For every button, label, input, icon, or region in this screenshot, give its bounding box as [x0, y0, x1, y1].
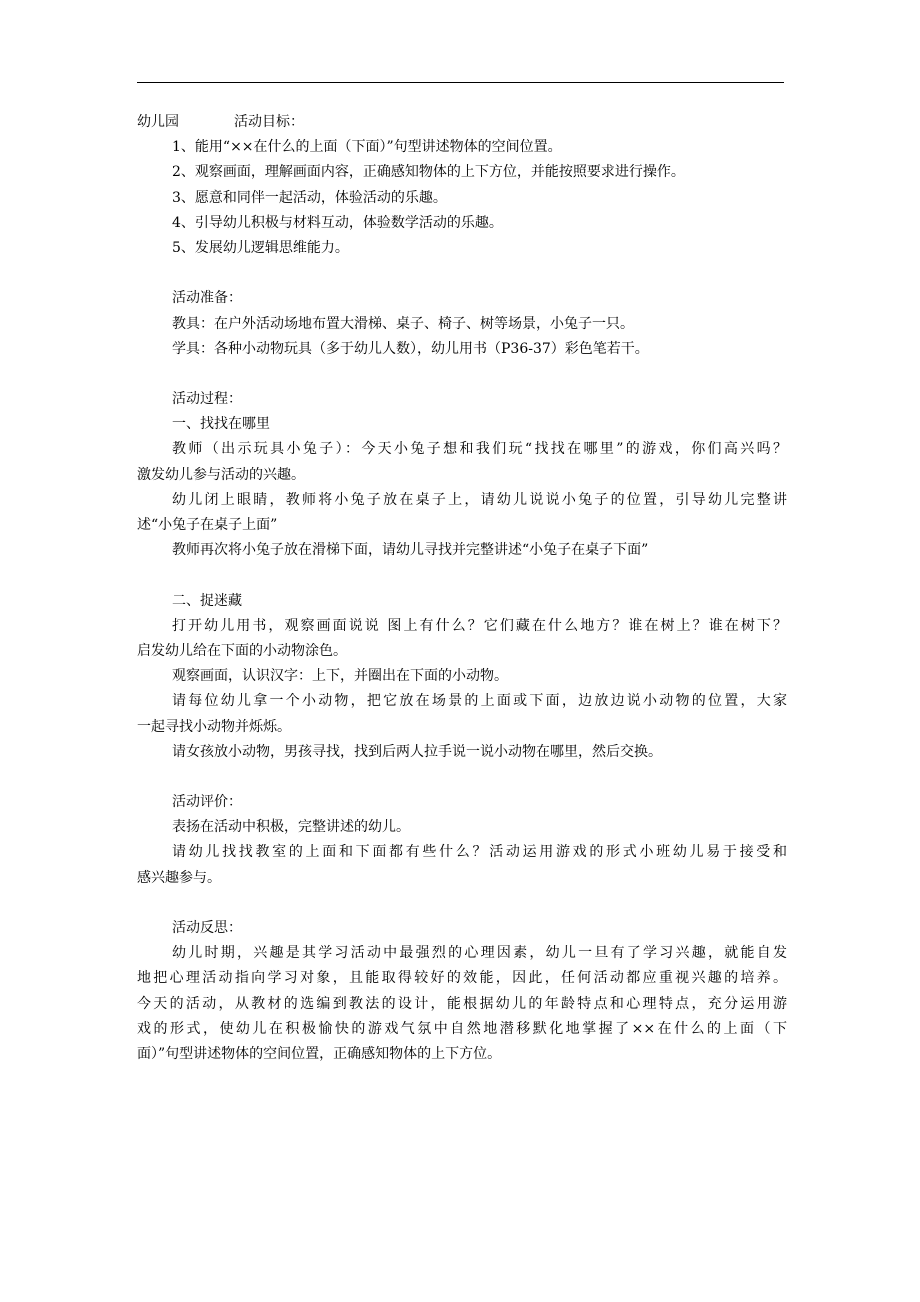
goals-title: 活动目标：: [234, 114, 304, 130]
section-heading: 一、找找在哪里: [172, 416, 270, 433]
paragraph-line: 观察画面，认识汉字：上下，并圈出在下面的小动物。: [172, 668, 508, 685]
paragraph-line: 请幼儿找找教室的上面和下面都有些什么？活动运用游戏的形式小班幼儿易于接受和: [172, 844, 787, 861]
document-body: [137, 110, 787, 1067]
goal-item: 1、能用“××在什么的上面（下面）”句型讲述物体的空间位置。: [172, 139, 562, 156]
paragraph-line: 教师（出示玩具小兔子）：今天小兔子想和我们玩“找找在哪里”的游戏，你们高兴吗？: [172, 441, 787, 458]
paragraph-line: 教师再次将小兔子放在滑梯下面，请幼儿寻找并完整讲述“小兔子在桌子下面”: [172, 542, 649, 559]
paragraph-line: 打开幼儿用书，观察画面说说 图上有什么？它们藏在什么地方？谁在树上？谁在树下？: [172, 617, 787, 634]
paragraph-line: 激发幼儿参与活动的兴趣。: [137, 466, 305, 483]
teacher-tools: 教具：在户外活动场地布置大滑梯、桌子、椅子、树等场景，小兔子一只。: [172, 315, 634, 332]
goal-item: 5、发展幼儿逻辑思维能力。: [172, 239, 349, 256]
goal-item: 2、观察画面，理解画面内容，正确感知物体的上下方位，并能按照要求进行操作。: [172, 164, 685, 181]
paragraph-line: 请每位幼儿拿一个小动物，把它放在场景的上面或下面，边放边说小动物的位置，大家: [172, 693, 787, 710]
paragraph-line: 今天的活动，从教材的选编到教法的设计，能根据幼儿的年龄特点和心理特点，充分运用游: [137, 995, 787, 1012]
paragraph-line: 戏的形式，使幼儿在积极愉快的游戏气氛中自然地潜移默化地掌握了××在什么的上面（下: [137, 1020, 787, 1037]
reflection-title: 活动反思：: [172, 920, 242, 936]
paragraph-line: 启发幼儿给在下面的小动物涂色。: [137, 642, 347, 659]
paragraph-line: 地把心理活动指向学习对象，且能取得较好的效能，因此，任何活动都应重视兴趣的培养。: [137, 970, 787, 987]
evaluation-title: 活动评价：: [172, 794, 242, 811]
paragraph-line: 感兴趣参与。: [137, 869, 221, 886]
paragraph-line: 一起寻找小动物并烁烁。: [137, 718, 291, 735]
header-rule: [137, 82, 784, 83]
goal-item: 3、愿意和同伴一起活动，体验活动的乐趣。: [172, 189, 447, 206]
paragraph-line: 幼儿闭上眼睛，教师将小兔子放在桌子上，请幼儿说说小兔子的位置，引导幼儿完整讲: [172, 491, 787, 508]
section-heading: 二、捉迷藏: [172, 592, 242, 609]
paragraph-line: 面）”句型讲述物体的空间位置，正确感知物体的上下方位。: [137, 1045, 502, 1062]
goal-item: 4、引导幼儿积极与材料互动，体验数学活动的乐趣。: [172, 214, 503, 231]
school-label: 幼儿园: [137, 114, 179, 130]
process-title: 活动过程：: [172, 391, 242, 408]
paragraph-line: 幼儿时期，兴趣是其学习活动中最强烈的心理因素，幼儿一旦有了学习兴趣，就能自发: [172, 945, 787, 962]
paragraph-line: 述“小兔子在桌子上面”: [137, 517, 278, 533]
preparation-title: 活动准备：: [172, 290, 242, 307]
student-tools: 学具：各种小动物玩具（多于幼儿人数），幼儿用书（P36-37）彩色笔若干。: [172, 340, 649, 357]
paragraph-line: 请女孩放小动物，男孩寻找，找到后两人拉手说一说小动物在哪里，然后交换。: [172, 743, 662, 760]
paragraph-line: 表扬在活动中积极，完整讲述的幼儿。: [172, 819, 410, 836]
header-line: [137, 110, 787, 135]
